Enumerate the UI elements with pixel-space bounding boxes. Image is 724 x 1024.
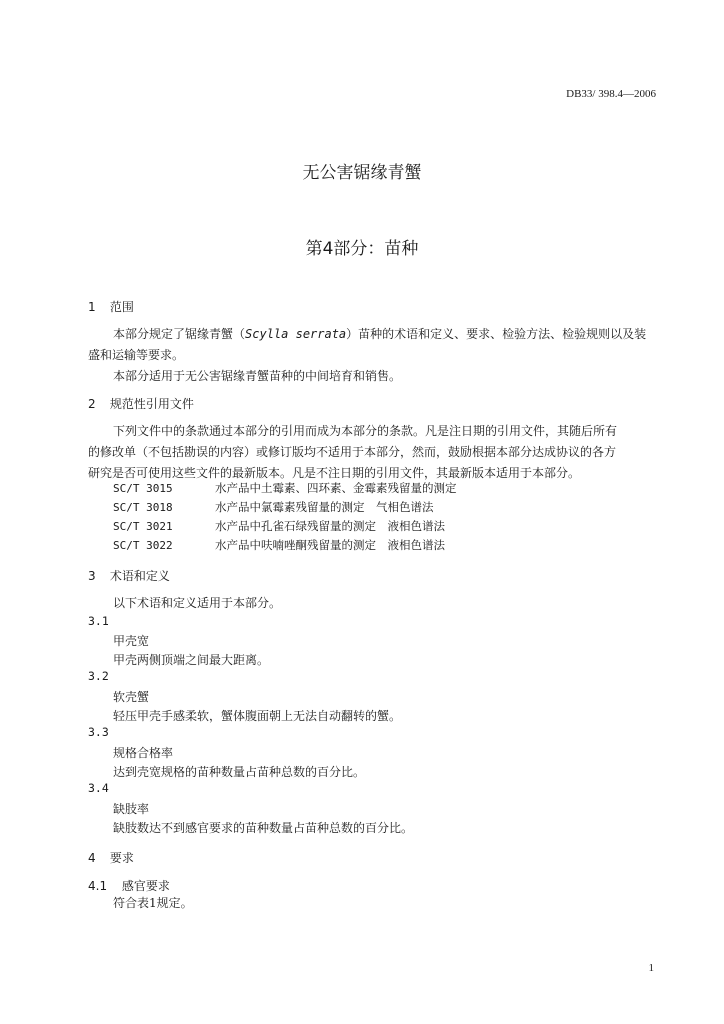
scientific-name: Scylla serrata (245, 327, 347, 341)
reference-code: SC/T 3018 (113, 501, 173, 514)
term-name: 软壳蟹 (113, 690, 150, 704)
subsection-text: 符合表1规定。 (113, 896, 193, 910)
scope-paragraph-line-1 (113, 324, 646, 345)
section-title: 范围 (109, 300, 134, 314)
refs-paragraph-line-1: 下列文件中的条款通过本部分的引用而成为本部分的条款。凡是注日期的引用文件，其随后所有 (113, 424, 618, 438)
reference-code: SC/T 3022 (113, 539, 173, 552)
term-definition: 甲壳两侧顶端之间最大距离。 (113, 653, 270, 667)
reference-item (113, 499, 434, 515)
standard-code: DB33/ 398.4—2006 (566, 88, 656, 100)
section-number: 3 (88, 569, 96, 583)
section-4-heading (88, 849, 134, 866)
section-title: 要求 (109, 851, 134, 865)
document-title: 无公害锯缘青蟹 (302, 163, 422, 183)
reference-title: 水产品中氯霉素残留量的测定 气相色谱法 (215, 500, 434, 514)
refs-paragraph-line-3: 研究是否可使用这些文件的最新版本。凡是不注日期的引用文件，其最新版本适用于本部分。 (88, 466, 581, 480)
term-name: 规格合格率 (113, 746, 174, 760)
section-2-heading (88, 395, 194, 412)
section-title: 规范性引用文件 (109, 397, 194, 411)
term-number: 3.4 (88, 781, 109, 795)
text-run: 本部分规定了锯缘青蟹（ (113, 327, 246, 341)
part-title: 第4部分：苗种 (305, 239, 419, 259)
section-3-heading (88, 567, 170, 584)
term-number: 3.1 (88, 614, 109, 628)
section-number: 1 (88, 300, 96, 314)
reference-item (113, 518, 445, 534)
reference-code: SC/T 3015 (113, 482, 173, 495)
section-title: 术语和定义 (109, 569, 170, 583)
scope-paragraph-2: 本部分适用于无公害锯缘青蟹苗种的中间培育和销售。 (113, 369, 402, 383)
subsection-title: 感官要求 (121, 879, 170, 893)
reference-code: SC/T 3021 (113, 520, 173, 533)
section-number: 4 (88, 851, 96, 865)
reference-item (113, 480, 457, 496)
refs-paragraph-line-2: 的修改单（不包括勘误的内容）或修订版均不适用于本部分，然而，鼓励根据本部分达成协议的各方 (88, 445, 617, 459)
reference-item (113, 537, 445, 553)
term-name: 甲壳宽 (113, 634, 150, 648)
reference-title: 水产品中呋喃唑酮残留量的测定 液相色谱法 (215, 538, 445, 552)
section-1-heading (88, 298, 134, 315)
term-definition: 缺肢数达不到感官要求的苗种数量占苗种总数的百分比。 (113, 821, 414, 835)
reference-title: 水产品中土霉素、四环素、金霉素残留量的测定 (215, 481, 457, 495)
reference-title: 水产品中孔雀石绿残留量的测定 液相色谱法 (215, 519, 445, 533)
subsection-4-1-heading (88, 877, 170, 894)
term-number: 3.3 (88, 725, 109, 739)
term-number: 3.2 (88, 669, 109, 683)
term-definition: 轻压甲壳手感柔软，蟹体腹面朝上无法自动翻转的蟹。 (113, 709, 402, 723)
scope-paragraph-line-2: 盛和运输等要求。 (88, 348, 185, 362)
subsection-number: 4.1 (88, 879, 108, 893)
text-run: ）苗种的术语和定义、要求、检验方法、检验规则以及装 (346, 327, 647, 341)
term-name: 缺肢率 (113, 802, 150, 816)
terms-intro: 以下术语和定义适用于本部分。 (113, 596, 282, 610)
term-definition: 达到壳宽规格的苗种数量占苗种总数的百分比。 (113, 765, 366, 779)
page-number: 1 (648, 962, 654, 974)
section-number: 2 (88, 397, 96, 411)
